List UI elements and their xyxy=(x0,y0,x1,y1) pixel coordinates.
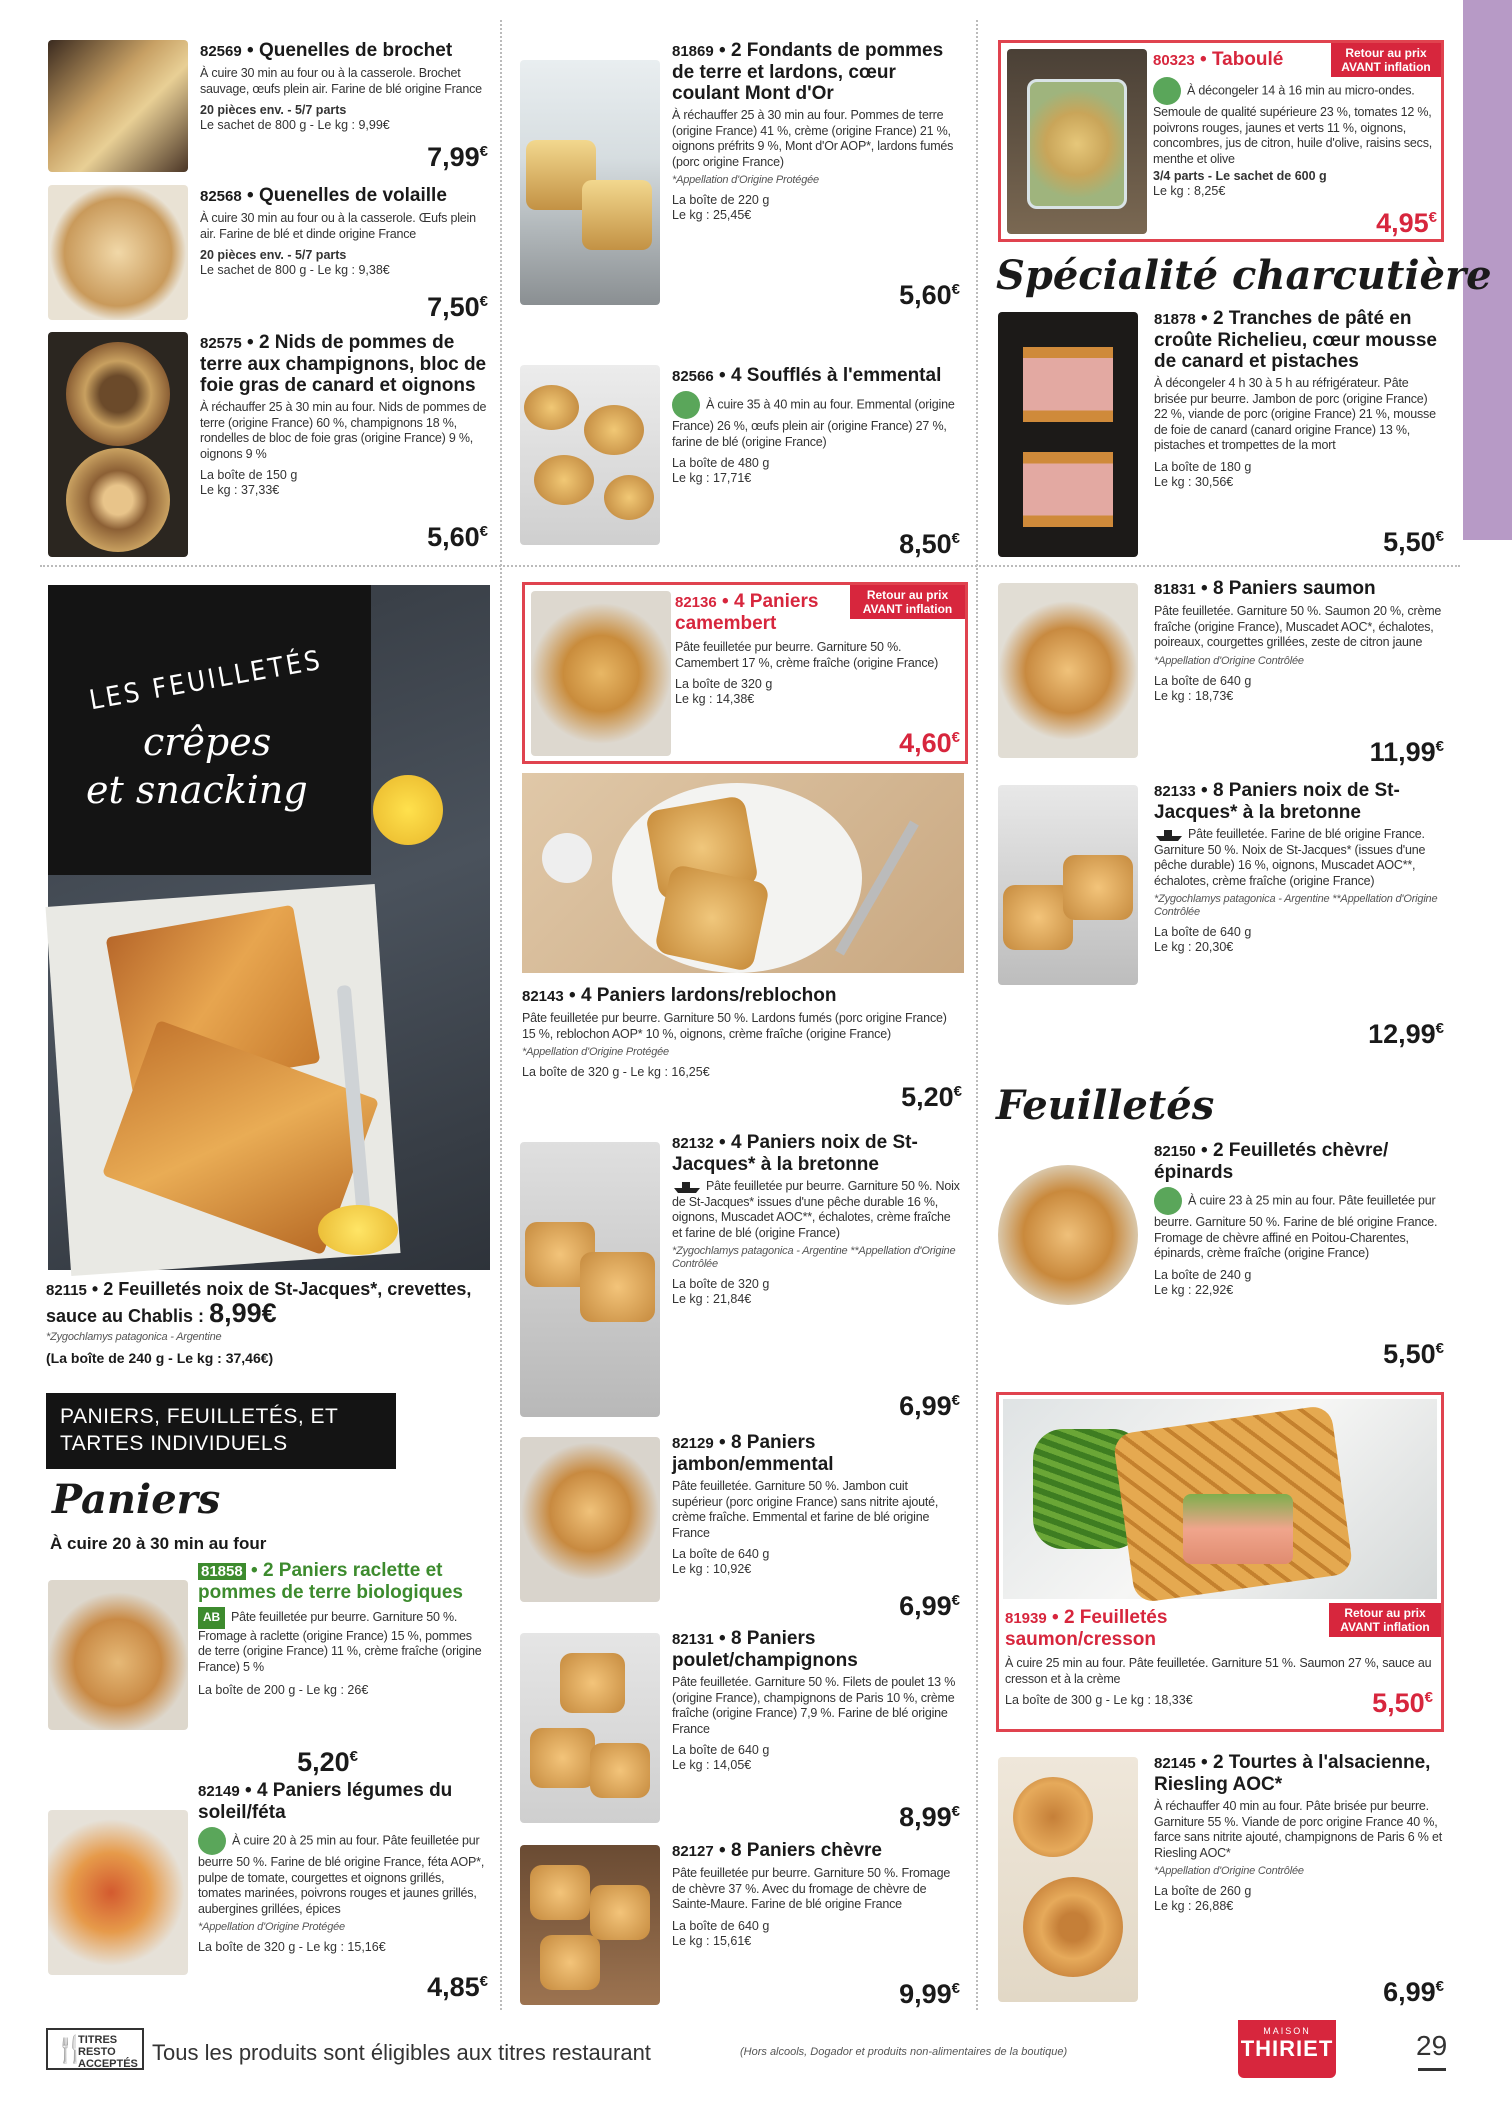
product-title: 81939 • 2 Feuilletés saumon/cresson xyxy=(1005,1607,1168,1650)
product-note: *Zygochlamys patagonica - Argentine **Appellation d'Origine Contrôlée xyxy=(672,1245,956,1270)
product-82569[interactable] xyxy=(48,40,488,175)
section-title-feuilletes: Feuilletés xyxy=(996,1082,1215,1129)
product-82131[interactable] xyxy=(520,1628,960,1833)
product-image xyxy=(1007,49,1147,234)
product-description: Pâte feuilletée pur beurre. Garniture 50 %. Noix de St-Jacques* issues d'une pêche durable 16 %, oignons, Muscadet AOC**, échalotes, crème fraîche et farine de blé (origine France) xyxy=(672,1179,960,1240)
promo-badge: Retour au prix AVANT inflation xyxy=(1331,43,1441,77)
product-image-82143 xyxy=(522,773,964,973)
product-image xyxy=(520,1437,660,1602)
product-title: 82575 • 2 Nids de pommes de terre aux champignons, bloc de foie gras de canard et oignons xyxy=(200,332,487,396)
product-image xyxy=(1003,1399,1437,1599)
product-81831[interactable] xyxy=(998,578,1444,768)
product-weight: La boîte de 300 g - Le kg : 18,33€ xyxy=(1005,1693,1193,1707)
product-price-per-kg: Le kg : 14,05€ xyxy=(672,1758,752,1772)
product-image xyxy=(48,332,188,557)
product-price: 6,99€ xyxy=(899,1591,960,1621)
product-image xyxy=(998,1165,1138,1305)
product-price: 5,60€ xyxy=(427,522,488,552)
product-description: Pâte feuilletée pur beurre. Garniture 50 %. Fromage de chèvre 37 %. Avec du fromage de chèvre de Sainte-Maure. Farine de blé origine France xyxy=(672,1866,951,1911)
lemon-slice xyxy=(318,1205,398,1255)
product-82150[interactable] xyxy=(998,1140,1444,1370)
sustainable-fishing-icon xyxy=(672,1180,702,1194)
product-weight: La boîte de 200 g - Le kg : 26€ xyxy=(198,1683,369,1697)
product-price-per-kg: Le kg : 17,71€ xyxy=(672,471,752,485)
product-image xyxy=(48,1580,188,1730)
product-note: *Appellation d'Origine Contrôlée xyxy=(1154,1865,1304,1877)
product-weight: La boîte de 320 g - Le kg : 16,25€ xyxy=(522,1065,710,1079)
product-weight: La boîte de 240 g xyxy=(1154,1267,1252,1282)
titres-restaurant-badge: 🍴 TITRES RESTO ACCEPTÉS xyxy=(46,2028,144,2070)
row-divider xyxy=(40,565,1460,567)
product-image xyxy=(520,1142,660,1417)
brand-logo: MAISON THIRIET xyxy=(1238,2020,1336,2078)
product-title: 82136 • 4 Paniers camembert xyxy=(675,591,819,634)
product-price: 5,20€ xyxy=(901,1082,962,1112)
product-82145[interactable] xyxy=(998,1752,1444,2012)
product-description: À réchauffer 25 à 30 min au four. Nids de pommes de terre (origine France) 60 %, champignons 18 %, rondelles de bloc de foie gras (origine France) 9 %, oignons 9 % xyxy=(200,400,487,461)
product-price-per-kg: Le kg : 21,84€ xyxy=(672,1292,752,1306)
product-price: 7,50€ xyxy=(427,292,488,322)
product-price-per-kg: Le kg : 22,92€ xyxy=(1154,1282,1234,1297)
product-price: 4,85€ xyxy=(427,1972,488,2002)
banner-line-3: et snacking xyxy=(86,768,308,812)
product-image xyxy=(998,583,1138,758)
product-description: À cuire 30 min au four ou à la casserole. Brochet sauvage, œufs plein air. Farine de blé origine France xyxy=(200,66,482,96)
product-description: À cuire 23 à 25 min au four. Pâte feuilletée pur beurre. Garniture 50 %. Farine de blé origine France. Fromage de chèvre affiné en Poitou-Charentes, épinards, crème fraîche (origine France) xyxy=(1154,1187,1444,1262)
product-price: 4,95€ xyxy=(1376,208,1437,238)
product-price-per-kg: Le kg : 18,73€ xyxy=(1154,688,1234,703)
product-weight: Le sachet de 800 g - Le kg : 9,38€ xyxy=(200,263,390,277)
cutlery-icon: 🍴 xyxy=(54,2034,87,2064)
product-weight: (La boîte de 240 g - Le kg : 37,46€) xyxy=(46,1350,274,1366)
cooking-label-icon xyxy=(1154,1187,1182,1215)
section-title-paniers: Paniers xyxy=(52,1476,221,1523)
product-81869[interactable] xyxy=(520,40,960,315)
product-82136[interactable] xyxy=(522,582,968,764)
product-weight: La boîte de 640 g xyxy=(1154,673,1252,688)
product-82132[interactable] xyxy=(520,1132,960,1422)
product-image xyxy=(998,312,1138,557)
product-image xyxy=(998,785,1138,985)
product-82575[interactable] xyxy=(48,332,488,557)
product-price: 8,99€ xyxy=(899,1802,960,1832)
defrost-label-icon xyxy=(1153,77,1181,105)
promo-badge: Retour au prix AVANT inflation xyxy=(1329,1603,1441,1637)
product-price-per-kg: Le kg : 30,56€ xyxy=(1154,474,1234,489)
product-price-per-kg: Le kg : 25,45€ xyxy=(672,208,752,222)
lemon-bowl xyxy=(373,775,443,845)
product-description: À cuire 20 à 25 min au four. Pâte feuilletée pur beurre 50 %. Farine de blé origine France, féta AOP*, pulpe de tomate, courgettes et oignons grillés, tomates marinées, poivrons rouges et jaunes grillés, aubergines grillées, épices xyxy=(198,1827,488,1917)
product-price: 5,50€ xyxy=(1383,1339,1444,1369)
product-price-per-kg: Le kg : 15,61€ xyxy=(672,1933,752,1948)
section-title-specialite: Spécialité charcutière xyxy=(996,252,1492,299)
product-price: 8,99€ xyxy=(209,1298,277,1328)
product-price-per-kg: Le kg : 37,33€ xyxy=(200,483,280,497)
product-price-per-kg: Le kg : 20,30€ xyxy=(1154,940,1234,954)
product-parts: 20 pièces env. - 5/7 parts xyxy=(200,103,347,117)
product-title: 82569 • Quenelles de brochet xyxy=(200,40,453,61)
product-weight: Le sachet de 800 g - Le kg : 9,99€ xyxy=(200,118,390,132)
product-price: 7,99€ xyxy=(427,142,488,172)
product-image xyxy=(531,591,671,756)
product-title: 82131 • 8 Paniers poulet/champignons xyxy=(672,1628,858,1671)
product-weight: La boîte de 260 g xyxy=(1154,1884,1252,1898)
product-weight: La boîte de 220 g xyxy=(672,193,770,207)
hero-image-feuilletes xyxy=(48,585,490,1270)
hero-banner-label xyxy=(48,585,371,875)
product-note: *Appellation d'Origine Protégée xyxy=(198,1921,345,1933)
product-description: À cuire 30 min au four ou à la casserole. Œufs plein air. Farine de blé et dinde origine France xyxy=(200,211,476,241)
product-description: À réchauffer 25 à 30 min au four. Pommes de terre (origine France) 41 %, crème (origine France) 21 %, oignons préfrits 9 %, Mont d'Or AOP*, lardons fumés (porc origine France) xyxy=(672,108,954,169)
product-price: 4,60€ xyxy=(899,728,960,758)
product-title: 82150 • 2 Feuilletés chèvre/épinards xyxy=(1154,1140,1389,1183)
product-title: 82568 • Quenelles de volaille xyxy=(200,185,447,206)
banner-line-1: LES FEUILLETÉS xyxy=(87,644,326,717)
product-82143[interactable] xyxy=(522,985,962,1125)
product-82133[interactable] xyxy=(998,780,1444,1050)
product-price: 6,99€ xyxy=(1383,1977,1444,2007)
sustainable-fishing-icon xyxy=(1154,828,1184,842)
product-description: Pâte feuilletée. Farine de blé origine France. Garniture 50 %. Noix de St-Jacques* (issues d'une pêche durable) 16 %, oignons, Muscadet AOC**, échalotes, crème fraîche (origine France) xyxy=(1154,827,1426,888)
product-image xyxy=(48,40,188,172)
product-price: 9,99€ xyxy=(899,1979,960,2009)
product-image xyxy=(520,60,660,305)
product-note: *Zygochlamys patagonica - Argentine **Appellation d'Origine Contrôlée xyxy=(1154,893,1438,918)
product-weight: La boîte de 180 g xyxy=(1154,459,1252,474)
product-note: *Appellation d'Origine Protégée xyxy=(672,174,819,186)
product-weight: La boîte de 640 g xyxy=(672,1547,770,1561)
organic-label-icon: AB xyxy=(198,1607,225,1629)
product-82127[interactable] xyxy=(520,1840,960,2010)
product-weight: La boîte de 480 g xyxy=(672,456,770,470)
product-title: 82145 • 2 Tourtes à l'alsacienne, Riesling AOC* xyxy=(1154,1752,1431,1795)
product-description: À décongeler 4 h 30 à 5 h au réfrigérateur. Pâte brisée pur beurre. Jambon de porc (origine France) 22 %, viande de porc (origine France) 21 %, mousse de foie de canard (canard origine France) 13 %, pistaches et trompettes de la mort xyxy=(1154,376,1436,452)
product-81939[interactable] xyxy=(996,1392,1444,1732)
product-image xyxy=(998,1757,1138,2002)
product-weight: La boîte de 320 g xyxy=(675,677,773,691)
product-weight: La boîte de 640 g xyxy=(672,1918,770,1933)
product-title: 82566 • 4 Soufflés à l'emmental xyxy=(672,365,942,386)
page-number-underline xyxy=(1418,2068,1446,2071)
product-price: 12,99€ xyxy=(1368,1019,1444,1049)
product-weight: La boîte de 320 g - Le kg : 15,16€ xyxy=(198,1940,386,1954)
promo-badge: Retour au prix AVANT inflation xyxy=(850,585,965,619)
product-price: 6,99€ xyxy=(899,1391,960,1421)
product-description: Pâte feuilletée. Garniture 50 %. Jambon cuit supérieur (porc origine France) sans nitrite ajouté, crème fraîche. Emmental et farine de blé origine France xyxy=(672,1479,939,1540)
cooking-label-icon xyxy=(198,1827,226,1855)
product-image xyxy=(48,185,188,320)
product-82568[interactable] xyxy=(48,185,488,325)
product-image xyxy=(48,1810,188,1975)
product-price-per-kg: Le kg : 14,38€ xyxy=(675,692,755,706)
product-title: 81831 • 8 Paniers saumon xyxy=(1154,578,1376,599)
product-82129[interactable] xyxy=(520,1432,960,1622)
product-title: 82115 • 2 Feuilletés noix de St-Jacques*, crevettes, sauce au Chablis : 8,99€ xyxy=(46,1279,472,1328)
product-weight: Le kg : 8,25€ xyxy=(1153,184,1226,198)
product-82149[interactable] xyxy=(48,1780,488,2015)
product-parts: 3/4 parts - Le sachet de 600 g xyxy=(1153,169,1327,183)
product-description: Pâte feuilletée. Garniture 50 %. Saumon 20 %, crème fraîche (origine France), Muscadet AOC*, échalotes, poireaux, courgettes grillées, zeste de citron jaune xyxy=(1154,604,1442,649)
product-parts: 20 pièces env. - 5/7 parts xyxy=(200,248,347,262)
product-price: 5,50€ xyxy=(1383,527,1444,557)
product-description: Pâte feuilletée pur beurre. Garniture 50 %. Lardons fumés (porc origine France) 15 %, reblochon AOP* 10 %, oignons, crème fraîche (origine France) xyxy=(522,1011,947,1041)
product-description: À cuire 35 à 40 min au four. Emmental (origine France) 26 %, œufs plein air (origine France) 27 %, farine de blé (origine France) xyxy=(672,391,960,450)
product-82566[interactable] xyxy=(520,365,960,560)
product-price: 11,99€ xyxy=(1369,737,1444,767)
product-note: *Appellation d'Origine Contrôlée xyxy=(1154,654,1304,667)
product-price: 8,50€ xyxy=(899,529,960,559)
product-note: *Appellation d'Origine Protégée xyxy=(522,1046,669,1058)
product-price: 5,20€ xyxy=(297,1747,358,1777)
product-title: 82149 • 4 Paniers légumes du soleil/féta xyxy=(198,1780,453,1823)
product-image xyxy=(520,1845,660,2005)
product-price: 5,50€ xyxy=(1372,1688,1433,1718)
cooking-label-icon xyxy=(672,391,700,419)
product-title: 82132 • 4 Paniers noix de St-Jacques* à la bretonne xyxy=(672,1132,918,1175)
product-price-per-kg: Le kg : 26,88€ xyxy=(1154,1899,1234,1913)
product-81878[interactable] xyxy=(998,308,1444,558)
product-title: 80323 • Taboulé xyxy=(1153,49,1284,70)
product-weight: La boîte de 320 g xyxy=(672,1277,770,1291)
product-title: 81878 • 2 Tranches de pâté en croûte Richelieu, cœur mousse de canard et pistaches xyxy=(1154,308,1437,372)
product-weight: La boîte de 640 g xyxy=(672,1743,770,1757)
product-image xyxy=(520,365,660,545)
product-weight: La boîte de 640 g xyxy=(1154,925,1252,939)
product-description: À décongeler 14 à 16 min au micro-ondes. Semoule de qualité supérieure 23 %, tomates 12 %, poivrons rouges, jaunes et verts 11 %, oignons, concombres, jus de citron, huile d'olive, raisins secs, menthe et olive xyxy=(1153,77,1437,167)
product-note: *Zygochlamys patagonica - Argentine xyxy=(46,1331,222,1343)
product-description: AB Pâte feuilletée pur beurre. Garniture 50 %. Fromage à raclette (origine France) 15 %, pommes de terre (origine France) 11 %, crème fraîche (origine France) 5 % xyxy=(198,1607,488,1675)
product-title: 81869 • 2 Fondants de pommes de terre et lardons, cœur coulant Mont d'Or xyxy=(672,40,944,104)
product-description: À cuire 25 min au four. Pâte feuilletée. Garniture 51 %. Saumon 27 %, sauce au cresson et à la crème xyxy=(1005,1656,1432,1686)
section-banner: PANIERS, FEUILLETÉS, ET TARTES INDIVIDUELS xyxy=(46,1393,396,1469)
footer-text: Tous les produits sont éligibles aux titres restaurant xyxy=(152,2040,651,2065)
product-82115[interactable] xyxy=(46,1278,491,1373)
product-price-per-kg: Le kg : 10,92€ xyxy=(672,1562,752,1576)
section-subtitle: À cuire 20 à 30 min au four xyxy=(50,1534,267,1553)
column-divider xyxy=(976,20,978,2010)
product-weight: La boîte de 150 g xyxy=(200,468,298,482)
product-description: À réchauffer 40 min au four. Pâte brisée pur beurre. Garniture 55 %. Viande de porc origine France 40 %, farce sans nitrite ajouté, champignons de Paris 6 % et Riesling AOC* xyxy=(1154,1799,1442,1860)
page-number: 29 xyxy=(1416,2030,1448,2061)
banner-line-2: crêpes xyxy=(143,720,272,764)
product-title: 81858 • 2 Paniers raclette et pommes de terre biologiques xyxy=(198,1560,463,1603)
product-title: 82143 • 4 Paniers lardons/reblochon xyxy=(522,985,837,1006)
product-81858[interactable] xyxy=(48,1560,488,1780)
product-title: 82133 • 8 Paniers noix de St-Jacques* à la bretonne xyxy=(1154,780,1400,823)
footer-note: (Hors alcools, Dogador et produits non-alimentaires de la boutique) xyxy=(740,2046,1068,2058)
product-title: 82129 • 8 Paniers jambon/emmental xyxy=(672,1432,834,1475)
column-divider xyxy=(500,20,502,2010)
product-80323[interactable] xyxy=(998,40,1444,242)
product-title: 82127 • 8 Paniers chèvre xyxy=(672,1840,882,1861)
product-description: Pâte feuilletée. Garniture 50 %. Filets de poulet 13 % (origine France), champignons de Paris 10 %, crème fraîche (origine France) 7,9 %. Farine de blé origine France xyxy=(672,1675,956,1736)
product-price: 5,60€ xyxy=(899,280,960,310)
product-description: Pâte feuilletée pur beurre. Garniture 50 %. Camembert 17 %, crème fraîche (origine France) xyxy=(675,640,939,670)
product-image xyxy=(520,1633,660,1823)
